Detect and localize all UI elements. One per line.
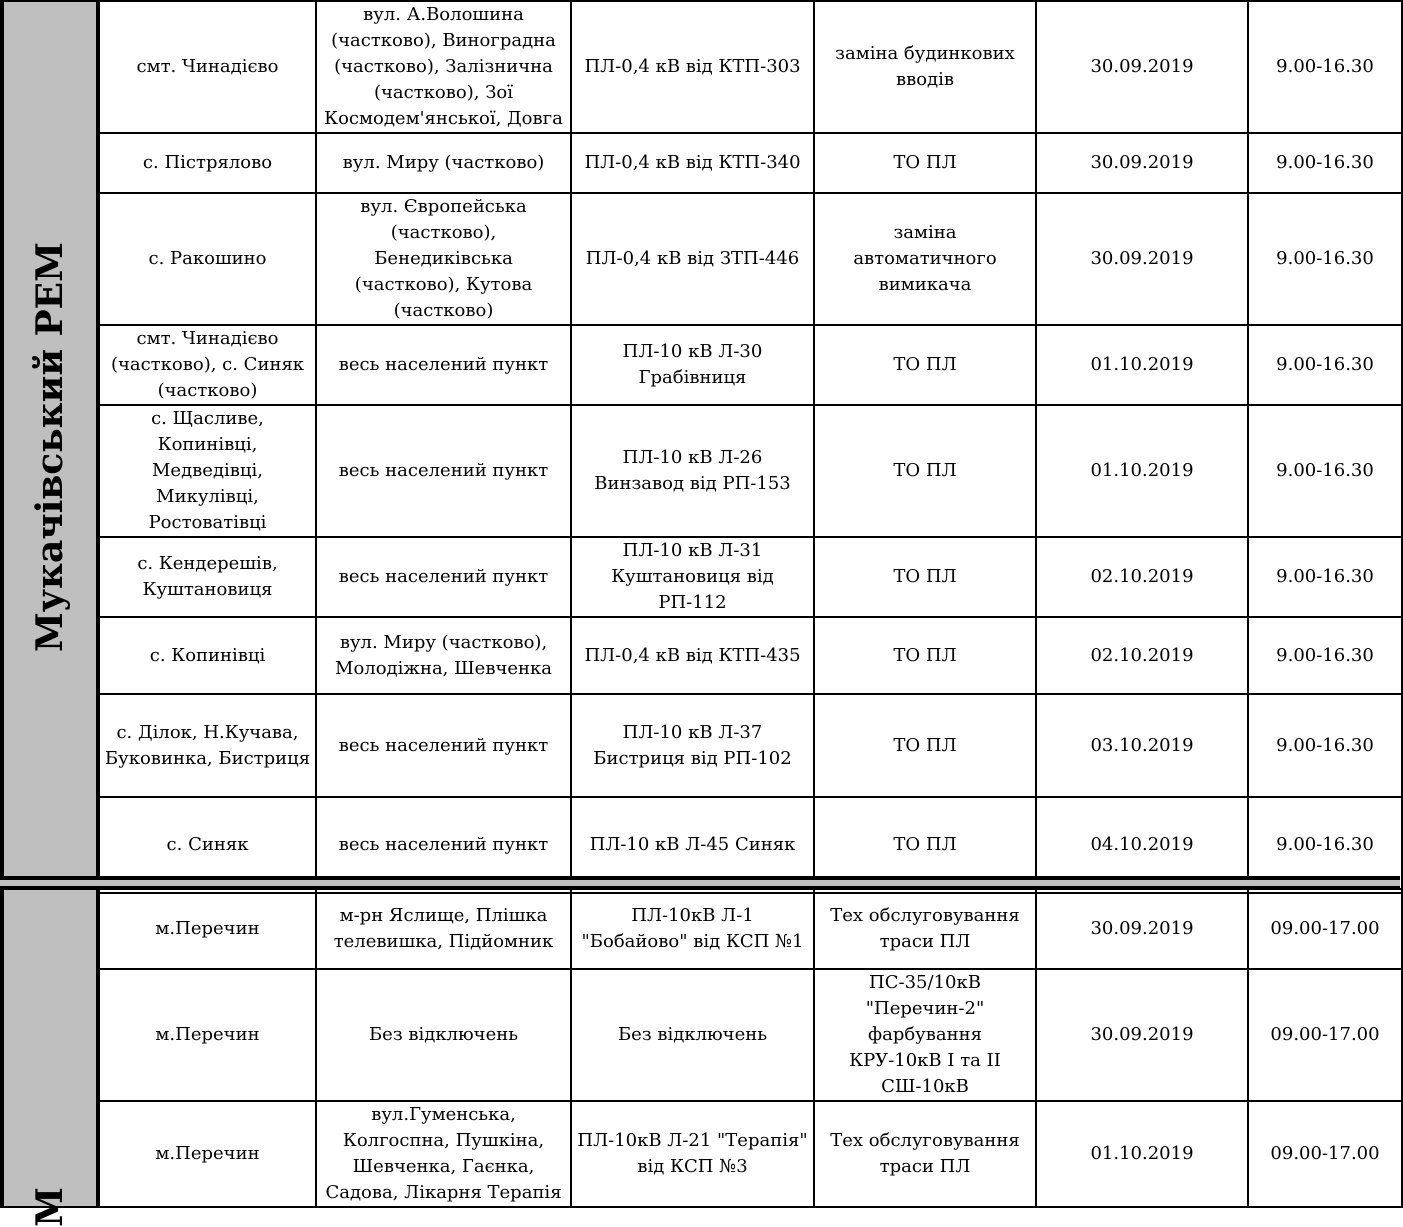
time-cell: 9.00-16.30: [1248, 405, 1402, 537]
work-cell: заміна автоматичного вимикача: [814, 193, 1036, 325]
date-cell: 01.10.2019: [1036, 405, 1248, 537]
streets-cell: вул.Гуменська, Колгоспна, Пушкіна, Шевченка, Гаєнка, Садова, Лікарня Терапія: [316, 1101, 571, 1207]
time-cell: 09.00-17.00: [1248, 1101, 1402, 1207]
table-row: [2, 694, 1402, 797]
table-row: [2, 969, 1402, 1101]
line-cell: ПЛ-10кВ Л-1 "Бобайово" від КСП №1: [571, 889, 814, 969]
table-row: [2, 1101, 1402, 1207]
time-cell: 9.00-16.30: [1248, 193, 1402, 325]
streets-cell: весь населений пункт: [316, 537, 571, 617]
table-row: [2, 193, 1402, 325]
time-cell: 9.00-16.30: [1248, 797, 1402, 893]
settlement-cell: м.Перечин: [98, 1101, 316, 1207]
table-row: [2, 325, 1402, 405]
streets-cell: весь населений пункт: [316, 797, 571, 893]
line-cell: ПЛ-10 кВ Л-31 Куштановиця від РП-112: [571, 537, 814, 617]
settlement-cell: с. Ракошино: [98, 193, 316, 325]
streets-cell: вул. А.Волошина (частково), Виноградна (частково), Залізнична (частково), Зої Космодем'янської, Довга: [316, 1, 571, 133]
time-cell: 9.00-16.30: [1248, 537, 1402, 617]
table-row: [2, 537, 1402, 617]
table-row: [2, 1, 1402, 133]
work-cell: ТО ПЛ: [814, 325, 1036, 405]
settlement-cell: с. Ділок, Н.Кучава, Буковинка, Бистриця: [98, 694, 316, 797]
table-row: [2, 405, 1402, 537]
line-cell: ПЛ-10 кВ Л-26 Винзавод від РП-153: [571, 405, 814, 537]
streets-cell: вул. Миру (частково), Молодіжна, Шевченка: [316, 617, 571, 694]
date-cell: 02.10.2019: [1036, 617, 1248, 694]
department-name: Мукачівський РЕМ: [29, 242, 71, 652]
table-row: [2, 617, 1402, 694]
settlement-cell: м.Перечин: [98, 969, 316, 1101]
line-cell: ПЛ-10кВ Л-21 "Терапія" від КСП №3: [571, 1101, 814, 1207]
work-cell: ТО ПЛ: [814, 617, 1036, 694]
line-cell: ПЛ-0,4 кВ від ЗТП-446: [571, 193, 814, 325]
date-cell: 30.09.2019: [1036, 133, 1248, 193]
date-cell: 03.10.2019: [1036, 694, 1248, 797]
settlement-cell: с. Кендерешів, Куштановиця: [98, 537, 316, 617]
line-cell: ПЛ-10 кВ Л-45 Синяк: [571, 797, 814, 893]
time-cell: 9.00-16.30: [1248, 325, 1402, 405]
line-cell: Без відключень: [571, 969, 814, 1101]
work-cell: Тех обслуговування траси ПЛ: [814, 1101, 1036, 1207]
settlement-cell: смт. Чинадієво (частково), с. Синяк (частково): [98, 325, 316, 405]
work-cell: ТО ПЛ: [814, 133, 1036, 193]
outage-table-perechyn: [0, 888, 1403, 1227]
date-cell: 01.10.2019: [1036, 325, 1248, 405]
date-cell: 04.10.2019: [1036, 797, 1248, 893]
work-cell: ТО ПЛ: [814, 797, 1036, 893]
department-name: М: [29, 1187, 71, 1227]
settlement-cell: м.Перечин: [98, 889, 316, 969]
date-cell: 30.09.2019: [1036, 193, 1248, 325]
time-cell: 9.00-16.30: [1248, 133, 1402, 193]
time-cell: 9.00-16.30: [1248, 617, 1402, 694]
settlement-cell: смт. Чинадієво: [98, 1, 316, 133]
line-cell: ПЛ-0,4 кВ від КТП-435: [571, 617, 814, 694]
streets-cell: вул. Європейська (частково), Бенедиківська (частково), Кутова (частково): [316, 193, 571, 325]
department-cell: [2, 889, 98, 1227]
line-cell: ПЛ-0,4 кВ від КТП-340: [571, 133, 814, 193]
work-cell: ПС-35/10кВ "Перечин-2" фарбування КРУ-10кВ І та ІІ СШ-10кВ: [814, 969, 1036, 1101]
work-cell: заміна будинкових вводів: [814, 1, 1036, 133]
time-cell: 09.00-17.00: [1248, 969, 1402, 1101]
streets-cell: вул. Миру (частково): [316, 133, 571, 193]
work-cell: Тех обслуговування траси ПЛ: [814, 889, 1036, 969]
date-cell: 02.10.2019: [1036, 537, 1248, 617]
table-row: [2, 889, 1402, 969]
work-cell: ТО ПЛ: [814, 537, 1036, 617]
streets-cell: Без відключень: [316, 969, 571, 1101]
table-row: [2, 133, 1402, 193]
work-cell: ТО ПЛ: [814, 694, 1036, 797]
streets-cell: весь населений пункт: [316, 325, 571, 405]
date-cell: 30.09.2019: [1036, 889, 1248, 969]
perechyn-rem-section: [0, 888, 1400, 1227]
settlement-cell: с. Копинівці: [98, 617, 316, 694]
work-cell: ТО ПЛ: [814, 405, 1036, 537]
streets-cell: м-рн Яслище, Плішка телевишка, Підйомник: [316, 889, 571, 969]
time-cell: 9.00-16.30: [1248, 694, 1402, 797]
date-cell: 30.09.2019: [1036, 1, 1248, 133]
date-cell: 30.09.2019: [1036, 969, 1248, 1101]
settlement-cell: с. Пістрялово: [98, 133, 316, 193]
streets-cell: весь населений пункт: [316, 405, 571, 537]
line-cell: ПЛ-0,4 кВ від КТП-303: [571, 1, 814, 133]
date-cell: 01.10.2019: [1036, 1101, 1248, 1207]
time-cell: 9.00-16.30: [1248, 1, 1402, 133]
settlement-cell: с. Щасливе, Копинівці, Медведівці, Микулівці, Ростоватівці: [98, 405, 316, 537]
line-cell: ПЛ-10 кВ Л-37 Бистриця від РП-102: [571, 694, 814, 797]
line-cell: ПЛ-10 кВ Л-30 Грабівниця: [571, 325, 814, 405]
time-cell: 09.00-17.00: [1248, 889, 1402, 969]
department-cell: [2, 1, 98, 893]
streets-cell: весь населений пункт: [316, 694, 571, 797]
settlement-cell: с. Синяк: [98, 797, 316, 893]
